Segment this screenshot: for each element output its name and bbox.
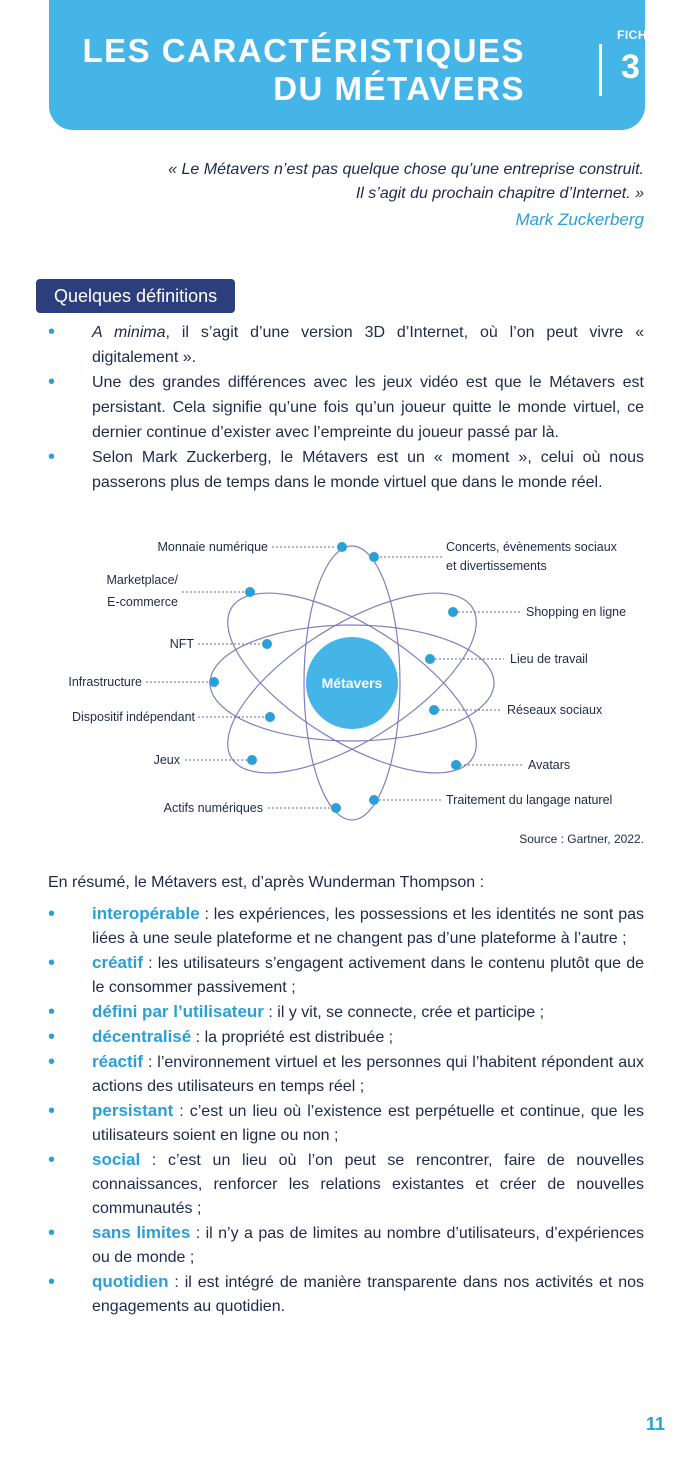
- emphasis-text: A minima: [92, 324, 166, 341]
- bullet-icon: •: [48, 1001, 56, 1023]
- node-dot: [262, 639, 272, 649]
- diagram-source: Source : Gartner, 2022.: [519, 832, 644, 846]
- list-item: [48, 445, 644, 495]
- node-dot: [369, 795, 379, 805]
- node-dot: [451, 760, 461, 770]
- bullet-icon: •: [48, 371, 56, 393]
- term: réactif: [92, 1052, 144, 1071]
- term: créatif: [92, 953, 144, 972]
- label-actifs-numeriques: Actifs numériques: [163, 801, 263, 815]
- list-item: [48, 1025, 644, 1050]
- definitions-list: [48, 320, 644, 495]
- label-lieu-de-travail: Lieu de travail: [510, 652, 588, 666]
- quote-line-2: Il s’agit du prochain chapitre d’Internet. »: [355, 185, 644, 202]
- title-line-1: LES CARACTÉRISTIQUES: [82, 32, 525, 69]
- summary-list: [48, 902, 644, 1319]
- list-item: [48, 1148, 644, 1221]
- label-jeux: Jeux: [153, 753, 180, 767]
- page-number: 11: [646, 1414, 666, 1434]
- label-traitement-langage: Traitement du langage naturel: [446, 793, 613, 807]
- term-description: : les utilisateurs s’engagent activement dans le contenu plutôt que de le consommer passivement ;: [92, 955, 644, 996]
- node-dot: [425, 654, 435, 664]
- section-title-definitions: Quelques définitions: [36, 279, 235, 313]
- bullet-icon: •: [48, 1222, 56, 1244]
- label-ecommerce: E-commerce: [107, 595, 178, 609]
- label-infrastructure: Infrastructure: [68, 675, 142, 689]
- bullet-icon: •: [48, 446, 56, 468]
- term: social: [92, 1150, 141, 1169]
- metavers-diagram: [40, 528, 660, 828]
- label-avatars: Avatars: [528, 758, 571, 772]
- page-title: [82, 32, 525, 108]
- term-description: : l’environnement virtuel et les personnes qui l’habitent répondent aux actions des utilisateurs en temps réel ;: [92, 1054, 644, 1095]
- bullet-icon: •: [48, 903, 56, 925]
- list-item: [48, 951, 644, 1000]
- term: persistant: [92, 1101, 174, 1120]
- list-item: [48, 370, 644, 445]
- node-dot: [247, 755, 257, 765]
- bullet-icon: •: [48, 1149, 56, 1171]
- quote-block: [84, 158, 644, 232]
- definition-text: Une des grandes différences avec les jeux vidéo est que le Métavers est persistant. Cela signifie qu’une fois qu’un joueur quitte le monde virtuel, ce dernier continue d’exister avec l’empreinte du joueur passé par là.: [92, 374, 644, 441]
- list-item: [48, 1270, 644, 1319]
- label-divertissements: et divertissements: [446, 559, 547, 573]
- term: quotidien: [92, 1272, 169, 1291]
- label-marketplace: Marketplace/: [106, 573, 178, 587]
- node-dot: [337, 542, 347, 552]
- header-banner: [49, 0, 656, 130]
- label-concerts: Concerts, évènements sociaux: [446, 540, 617, 554]
- list-item: [48, 1050, 644, 1099]
- quote-author: Mark Zuckerberg: [515, 210, 644, 229]
- node-dot: [265, 712, 275, 722]
- term: décentralisé: [92, 1027, 192, 1046]
- bullet-icon: •: [48, 952, 56, 974]
- list-item: [48, 902, 644, 951]
- term: défini par l’utilisateur: [92, 1002, 264, 1021]
- term: sans limites: [92, 1223, 191, 1242]
- term-description: : la propriété est distribuée ;: [191, 1029, 394, 1046]
- title-separator: [599, 44, 602, 96]
- summary-intro: En résumé, le Métavers est, d’après Wunderman Thompson :: [48, 874, 485, 891]
- term-description: : c’est un lieu où l’on peut se rencontrer, faire de nouvelles connaissances, renforcer les relations existantes et créer de nouvelles communautés ;: [92, 1152, 644, 1217]
- fiche-label: FICHE: [617, 28, 656, 42]
- term-description: : il n’y a pas de limites au nombre d’utilisateurs, d’expériences ou de monde ;: [92, 1225, 644, 1266]
- bullet-icon: •: [48, 1100, 56, 1122]
- center-label: Métavers: [321, 675, 383, 691]
- bullet-icon: •: [48, 1026, 56, 1048]
- bullet-icon: •: [48, 1051, 56, 1073]
- term-description: : il est intégré de manière transparente dans nos activités et nos engagements au quotidien.: [92, 1274, 644, 1315]
- list-item: [48, 1099, 644, 1148]
- list-item: [48, 1221, 644, 1270]
- list-item: [48, 320, 644, 370]
- list-item: [48, 1000, 644, 1025]
- term-description: : il y vit, se connecte, crée et participe ;: [263, 1004, 545, 1021]
- definition-text: , il s’agit d’une version 3D d’Internet, où l’on peut vivre « digitalement ».: [92, 324, 644, 366]
- node-dot: [331, 803, 341, 813]
- node-dot: [429, 705, 439, 715]
- node-dot: [448, 607, 458, 617]
- label-monnaie-numerique: Monnaie numérique: [157, 540, 268, 554]
- bullet-icon: •: [48, 321, 56, 343]
- node-dot: [209, 677, 219, 687]
- term-description: : c’est un lieu où l’existence est perpétuelle et continue, que les utilisateurs soient en ligne ou non ;: [92, 1103, 644, 1144]
- label-nft: NFT: [169, 637, 194, 651]
- label-reseaux-sociaux: Réseaux sociaux: [507, 703, 603, 717]
- label-dispositif-independant: Dispositif indépendant: [72, 710, 195, 724]
- definition-text: Selon Mark Zuckerberg, le Métavers est un « moment », celui où nous passerons plus de temps dans le monde virtuel que dans le monde réel.: [92, 449, 644, 491]
- quote-line-1: « Le Métavers n’est pas quelque chose qu’une entreprise construit.: [168, 161, 644, 178]
- title-line-2: DU MÉTAVERS: [273, 70, 525, 107]
- node-dot: [369, 552, 379, 562]
- label-shopping: Shopping en ligne: [526, 605, 627, 619]
- bullet-icon: •: [48, 1271, 56, 1293]
- node-dot: [245, 587, 255, 597]
- term: interopérable: [92, 904, 200, 923]
- fiche-number: 3: [621, 48, 640, 86]
- term-description: : les expériences, les possessions et les identités ne sont pas liées à une seule plateforme et ne changent pas d’une plateforme à l’autre ;: [92, 906, 644, 947]
